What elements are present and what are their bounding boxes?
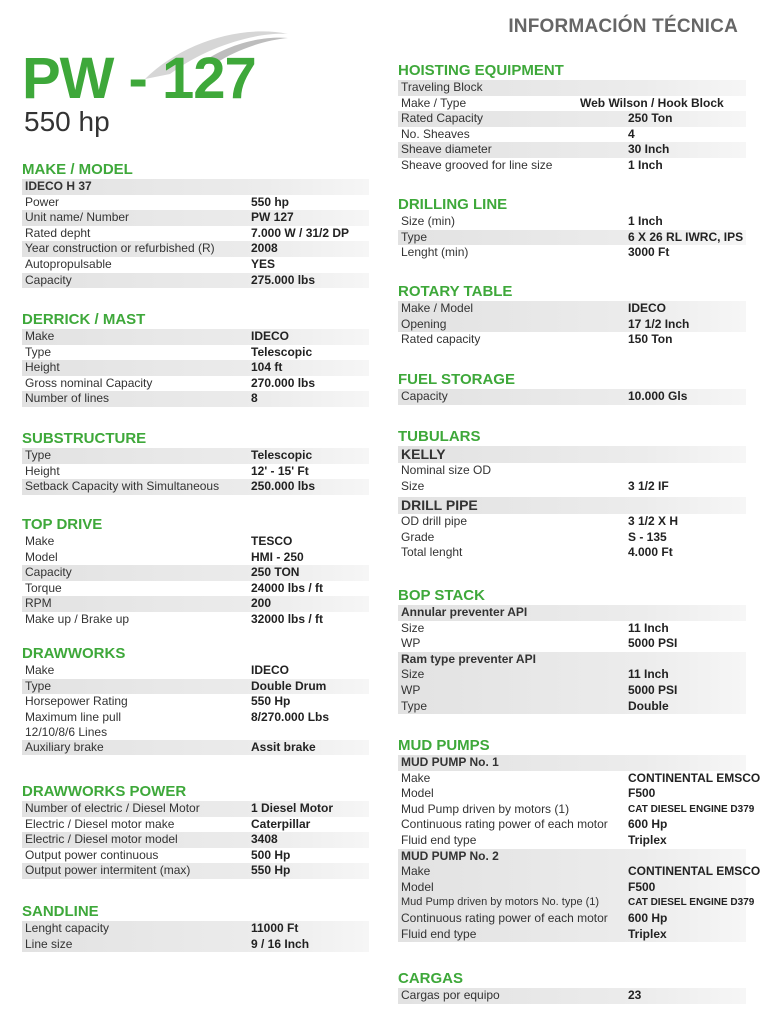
row-value: IDECO <box>628 301 667 315</box>
row-label: Traveling Block <box>401 80 483 94</box>
row-label: Auxiliary brake <box>25 739 104 754</box>
row-value: 5000 PSI <box>628 636 678 651</box>
row-value: 104 ft <box>251 360 283 375</box>
table-row <box>398 158 746 174</box>
row-label: Capacity <box>401 389 448 403</box>
section-title: DRILLING LINE <box>398 196 508 213</box>
row-value: 1 Inch <box>628 214 663 228</box>
row-label: Height <box>25 360 60 375</box>
row-label: Rated capacity <box>401 332 481 347</box>
table-row <box>22 710 369 740</box>
section-title: DRAWWORKS POWER <box>22 783 187 800</box>
row-value: 550 Hp <box>251 863 291 878</box>
row-label: Model <box>25 549 58 564</box>
power-subtitle: 550 hp <box>24 106 110 137</box>
section-title: DERRICK / MAST <box>22 311 146 328</box>
row-value: 600 Hp <box>628 817 668 832</box>
row-label: Maximum line pull 12/10/8/6 Lines <box>25 709 122 739</box>
table-row <box>398 683 746 699</box>
row-label: Make <box>25 329 55 343</box>
section-title: MUD PUMPS <box>398 737 490 754</box>
section-top-drive <box>22 516 369 628</box>
row-label: Number of electric / Diesel Motor <box>25 801 200 815</box>
subsection-annular <box>398 605 746 621</box>
row-value: 4 <box>628 126 635 141</box>
table-row <box>22 801 369 817</box>
table-row <box>22 329 369 345</box>
row-label: OD drill pipe <box>401 514 468 529</box>
row-label: Horsepower Rating <box>25 694 128 709</box>
row-label: Total lenght <box>401 545 463 560</box>
row-value: 5000 PSI <box>628 682 678 697</box>
table-row <box>398 111 746 127</box>
row-label: Grade <box>401 529 435 544</box>
section-title: SUBSTRUCTURE <box>22 430 147 447</box>
table-row <box>22 937 369 953</box>
row-value: 8/270.000 Lbs <box>251 709 330 724</box>
row-label: Output power continuous <box>25 847 159 862</box>
row-label: Make <box>25 534 55 548</box>
table-row <box>22 694 369 710</box>
row-label: No. Sheaves <box>401 126 470 141</box>
table-row <box>398 621 746 637</box>
row-label: Year construction or refurbished (R) <box>25 241 215 256</box>
section-title: MAKE / MODEL <box>22 161 133 178</box>
table-row <box>22 210 369 226</box>
row-value: Triplex <box>628 832 667 847</box>
row-label: RPM <box>25 596 52 611</box>
row-label: Size <box>401 667 425 682</box>
row-label: Make / Type <box>401 95 467 110</box>
section-title: ROTARY TABLE <box>398 283 513 300</box>
section-title: TOP DRIVE <box>22 516 103 533</box>
row-value: 12' - 15' Ft <box>251 463 309 478</box>
section-drawworks <box>22 645 369 755</box>
section-drawworks-power <box>22 783 369 879</box>
table-row <box>22 226 369 242</box>
row-label: Line size <box>25 936 73 951</box>
table-row <box>22 273 369 289</box>
row-label: Continuous rating power of each motor <box>401 817 608 832</box>
row-value: F500 <box>628 879 656 894</box>
row-label: Make / Model <box>401 301 474 315</box>
section-derrick-mast <box>22 311 369 407</box>
table-row <box>22 195 369 211</box>
section-title: DRAWWORKS <box>22 645 126 662</box>
section-title: CARGAS <box>398 970 464 987</box>
table-row <box>22 360 369 376</box>
table-row <box>398 389 746 405</box>
row-label: Electric / Diesel motor model <box>25 832 178 847</box>
row-label: Cargas por equipo <box>401 988 500 1002</box>
row-label: MUD PUMP No. 2 <box>401 848 499 863</box>
section-bop-stack <box>398 587 746 714</box>
table-row <box>398 817 746 833</box>
row-value: CONTINENTAL EMSCO <box>628 770 761 785</box>
table-row <box>398 317 746 333</box>
row-label: Rated Capacity <box>401 111 484 126</box>
row-value: YES <box>251 256 276 271</box>
row-value: 3 1/2 IF <box>628 478 669 493</box>
table-row <box>398 479 746 495</box>
row-label: Make up / Brake up <box>25 611 130 626</box>
row-label: Type <box>401 698 428 713</box>
row-value: IDECO <box>251 663 290 677</box>
row-label: Setback Capacity with Simultaneous <box>25 479 220 494</box>
row-label: Type <box>25 344 52 359</box>
row-label: Size <box>401 620 425 635</box>
table-row <box>22 376 369 392</box>
table-row <box>398 142 746 158</box>
row-label: Autopropulsable <box>25 256 112 271</box>
row-value: Caterpillar <box>251 816 311 831</box>
model-title: PW - 127 <box>22 46 256 111</box>
row-label: Capacity <box>25 565 72 580</box>
table-row <box>398 880 746 896</box>
row-value: 8 <box>251 391 258 406</box>
table-row <box>398 988 746 1004</box>
row-label: Output power intermitent (max) <box>25 863 191 878</box>
row-value: 500 Hp <box>251 847 291 862</box>
row-label: Mud Pump driven by motors No. type (1) <box>401 896 600 909</box>
section-make-model <box>22 161 369 288</box>
row-label: MUD PUMP No. 1 <box>401 755 499 769</box>
subsection-mud-pump-1 <box>398 755 746 771</box>
row-label: KELLY <box>401 446 446 462</box>
section-mud-pumps <box>398 737 761 942</box>
row-label: Electric / Diesel motor make <box>25 816 175 831</box>
row-label: Nominal size OD <box>401 463 492 477</box>
row-value: 600 Hp <box>628 910 668 925</box>
table-row <box>22 848 369 864</box>
table-row <box>398 911 746 927</box>
row-label: Model <box>401 879 434 894</box>
table-row <box>22 479 369 495</box>
row-value: 3000 Ft <box>628 245 670 260</box>
row-value: Telescopic <box>251 344 313 359</box>
row-label: Rated depht <box>25 225 91 240</box>
row-value: IDECO <box>251 329 290 343</box>
row-value: 250 TON <box>251 565 300 580</box>
row-value: Web Wilson / Hook Block <box>580 95 724 110</box>
row-value: CONTINENTAL EMSCO <box>628 864 761 879</box>
row-label: Fluid end type <box>401 926 477 941</box>
table-row <box>22 391 369 407</box>
table-row <box>22 179 369 195</box>
table-row <box>398 545 746 561</box>
row-value: 17 1/2 Inch <box>628 316 690 331</box>
row-label: Annular preventer API <box>401 605 528 619</box>
row-value: PW 127 <box>251 210 294 225</box>
row-label: Type <box>25 448 52 462</box>
row-value: Telescopic <box>251 448 313 462</box>
row-value: CAT DIESEL ENGINE D379 <box>628 803 755 815</box>
table-row <box>22 565 369 581</box>
table-row <box>22 863 369 879</box>
row-label: Opening <box>401 316 447 331</box>
table-row <box>22 740 369 756</box>
section-cargas <box>398 970 746 1004</box>
row-value: 9 / 16 Inch <box>251 936 310 951</box>
row-label: Sheave grooved for line size <box>401 157 553 172</box>
table-row <box>398 927 746 943</box>
section-title: TUBULARS <box>398 428 481 445</box>
row-value: 270.000 lbs <box>251 375 316 390</box>
section-drilling-line <box>398 196 746 261</box>
row-value: 32000 lbs / ft <box>251 611 324 626</box>
row-value: 1 Inch <box>628 157 663 172</box>
row-label: Size <box>401 478 425 493</box>
table-row <box>22 832 369 848</box>
subsection-ram <box>398 652 746 668</box>
table-row <box>22 679 369 695</box>
row-label: Torque <box>25 580 62 595</box>
subsection-drill-pipe <box>398 497 746 514</box>
row-label: Height <box>25 463 60 478</box>
row-label: Model <box>401 786 434 801</box>
row-value: HMI - 250 <box>251 549 304 564</box>
section-fuel-storage <box>398 371 746 405</box>
row-value: 11 Inch <box>628 667 669 682</box>
row-label: WP <box>401 682 421 697</box>
row-value: TESCO <box>251 534 293 548</box>
table-row <box>398 214 746 230</box>
section-title: FUEL STORAGE <box>398 371 515 388</box>
table-row <box>22 921 369 937</box>
row-label: Ram type preventer API <box>401 651 536 666</box>
table-row <box>398 530 746 546</box>
row-label: Make <box>401 770 431 785</box>
row-label: Capacity <box>25 272 72 287</box>
row-value: CAT DIESEL ENGINE D379 <box>628 897 755 909</box>
row-value: 24000 lbs / ft <box>251 580 324 595</box>
table-row <box>398 96 746 112</box>
table-row <box>398 514 746 530</box>
row-label: WP <box>401 636 421 651</box>
table-row <box>22 345 369 361</box>
table-row <box>398 301 746 317</box>
section-substructure <box>22 430 369 495</box>
table-row <box>398 332 746 348</box>
row-value: Triplex <box>628 926 667 941</box>
row-label: Lenght (min) <box>401 245 469 260</box>
row-value: 3408 <box>251 832 278 847</box>
row-value: 275.000 lbs <box>251 272 316 287</box>
row-label: Size (min) <box>401 214 456 228</box>
table-row <box>398 230 746 246</box>
row-label: Gross nominal Capacity <box>25 375 153 390</box>
table-row <box>22 241 369 257</box>
table-row <box>398 80 746 96</box>
row-value: 30 Inch <box>628 142 670 157</box>
header-title: INFORMACIÓN TÉCNICA <box>508 16 738 37</box>
row-value: 1 Diesel Motor <box>251 801 334 815</box>
table-row <box>398 699 746 715</box>
row-value: F500 <box>628 786 656 801</box>
table-row <box>398 786 746 802</box>
section-rotary-table <box>398 283 746 348</box>
table-row <box>398 245 746 261</box>
subsection-mud-pump-2 <box>398 849 746 865</box>
section-tubulars <box>398 428 746 561</box>
row-label: Lenght capacity <box>25 921 110 935</box>
table-row <box>22 612 369 628</box>
row-value: 3 1/2 X H <box>628 514 679 529</box>
section-sandline <box>22 903 369 952</box>
table-row <box>22 534 369 550</box>
row-value: 250 Ton <box>628 111 673 126</box>
table-row <box>398 864 761 880</box>
row-label: DRILL PIPE <box>401 497 478 514</box>
row-value: 150 Ton <box>628 332 673 347</box>
table-row <box>22 448 369 464</box>
table-row <box>22 581 369 597</box>
row-label: Type <box>401 229 428 244</box>
row-value: Double Drum <box>251 678 327 693</box>
row-value: 11000 Ft <box>251 921 299 935</box>
section-title: BOP STACK <box>398 587 485 604</box>
row-value: 550 hp <box>251 194 290 209</box>
row-label: Make <box>401 864 431 879</box>
row-label: Fluid end type <box>401 832 477 847</box>
row-value: 6 X 26 RL IWRC, IPS <box>628 229 744 244</box>
subsection-kelly <box>398 446 746 463</box>
table-row <box>22 550 369 566</box>
row-value: 250.000 lbs <box>251 479 316 494</box>
table-row <box>22 257 369 273</box>
table-row <box>398 127 746 143</box>
table-row <box>398 636 746 652</box>
row-label: Unit name/ Number <box>25 210 130 225</box>
table-row <box>398 667 746 683</box>
row-label: Power <box>25 194 60 209</box>
row-label: Make <box>25 663 55 677</box>
table-row <box>22 464 369 480</box>
row-label: Sheave diameter <box>401 142 492 157</box>
table-row <box>398 463 746 479</box>
table-row <box>22 817 369 833</box>
table-row <box>398 895 755 911</box>
row-value: 4.000 Ft <box>628 545 673 560</box>
table-row <box>398 770 761 787</box>
row-value: 10.000 Gls <box>628 389 688 403</box>
row-value: 200 <box>251 596 272 611</box>
row-value: 23 <box>628 988 642 1002</box>
row-label: Continuous rating power of each motor <box>401 910 608 925</box>
table-row <box>22 663 369 679</box>
row-label: Type <box>25 678 52 693</box>
row-value: 550 Hp <box>251 694 291 709</box>
section-title: HOISTING EQUIPMENT <box>398 62 564 79</box>
section-title: SANDLINE <box>22 903 99 920</box>
row-label: IDECO H 37 <box>25 179 92 193</box>
section-hoisting-equipment <box>398 62 746 174</box>
row-label: Mud Pump driven by motors (1) <box>401 801 570 816</box>
table-row <box>398 833 746 849</box>
row-value: 11 Inch <box>628 620 669 635</box>
row-value: Assit brake <box>251 739 316 754</box>
row-value: Double <box>628 698 669 713</box>
row-label: Number of lines <box>25 391 110 406</box>
row-value: 7.000 W / 31/2 DP <box>251 225 350 240</box>
row-value: 2008 <box>251 241 278 256</box>
table-row <box>22 596 369 612</box>
table-row <box>398 801 755 818</box>
row-value: S - 135 <box>628 529 667 544</box>
